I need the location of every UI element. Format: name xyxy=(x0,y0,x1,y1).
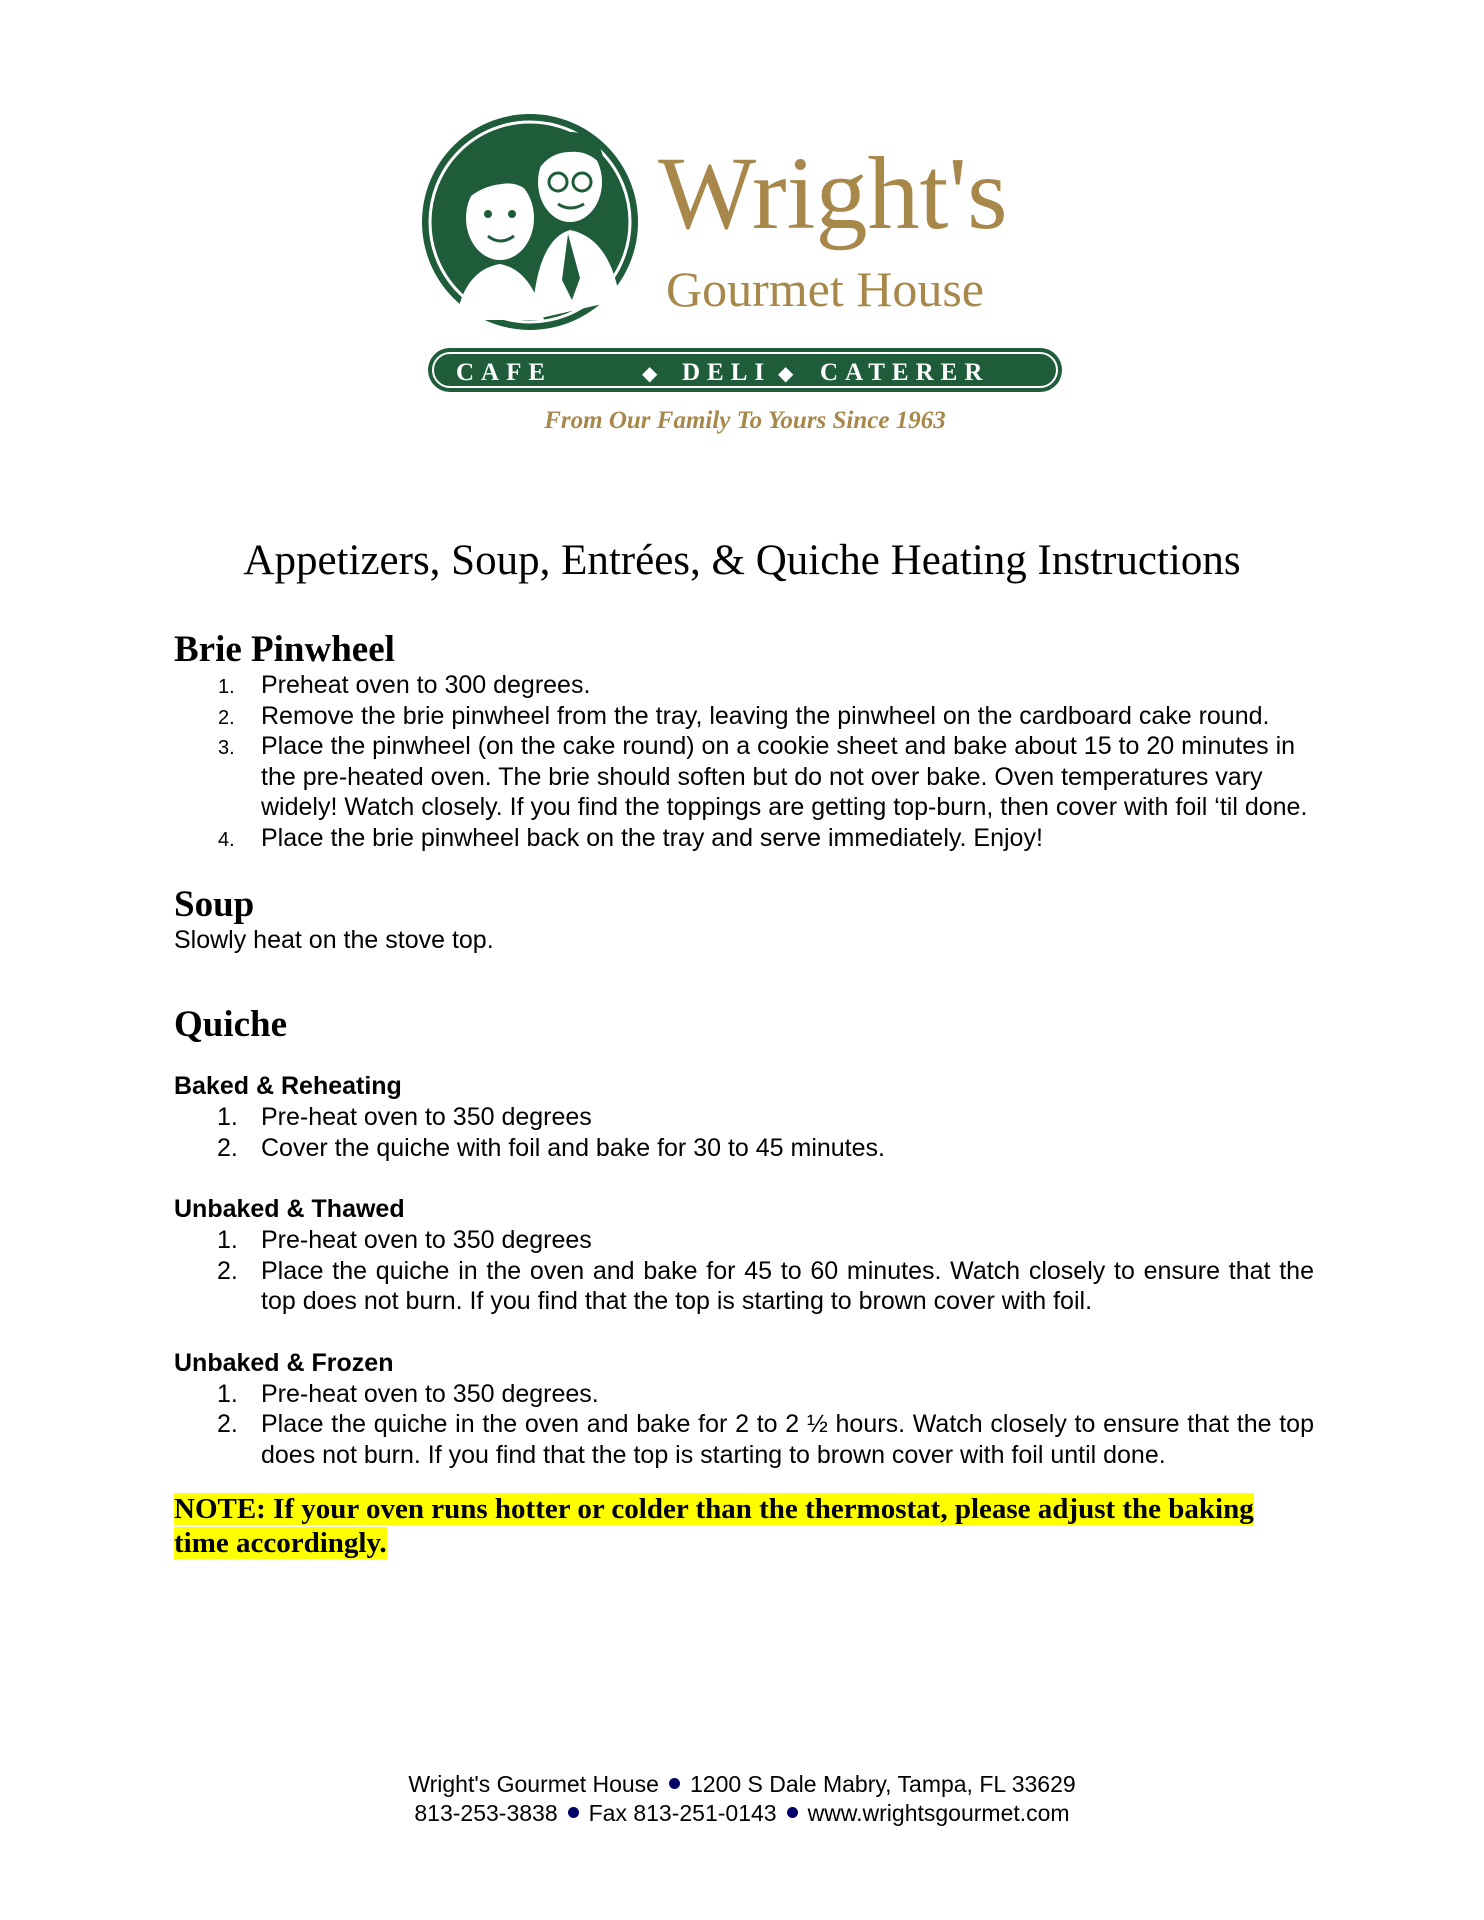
footer-address: 1200 S Dale Mabry, Tampa, FL 33629 xyxy=(689,1771,1076,1797)
step-number: 1. xyxy=(217,1226,238,1254)
soup-heading: Soup xyxy=(174,884,255,925)
list-item xyxy=(174,701,1314,732)
soup-section xyxy=(174,885,1314,955)
step-number: 4. xyxy=(218,828,235,851)
step-text: Place the quiche in the oven and bake for 45 to 60 minutes. Watch closely to ensure that the top does not burn. If you find that the top is starting to brown cover with foil. xyxy=(261,1256,1314,1315)
step-number: 3. xyxy=(218,737,235,759)
list-item xyxy=(174,1379,1314,1410)
list-item xyxy=(174,1409,1314,1470)
baking-note xyxy=(174,1492,1274,1560)
brie-heading: Brie Pinwheel xyxy=(174,629,395,670)
baked-steps xyxy=(174,1102,1314,1163)
step-number: 2. xyxy=(217,1256,238,1285)
list-item xyxy=(174,1225,1314,1256)
baked-heading: Baked & Reheating xyxy=(174,1072,402,1100)
thawed-steps xyxy=(174,1225,1314,1317)
step-text: Place the brie pinwheel back on the tray and serve immediately. Enjoy! xyxy=(261,823,1043,852)
logo-name-line2: Gourmet House xyxy=(666,261,984,317)
footer-phone: 813-253-3838 xyxy=(414,1800,558,1826)
list-item xyxy=(174,1133,1314,1164)
page-title: Appetizers, Soup, Entrées, & Quiche Heating Instructions xyxy=(243,537,1241,584)
quiche-section xyxy=(174,1005,1314,1470)
step-text: Preheat oven to 300 degrees. xyxy=(261,671,591,699)
footer-business: Wright's Gourmet House xyxy=(408,1771,659,1797)
logo-tagline: From Our Family To Yours Since 1963 xyxy=(544,407,946,434)
footer-fax: Fax 813-251-0143 xyxy=(588,1800,777,1826)
step-number: 1. xyxy=(217,1103,238,1131)
footer xyxy=(0,1770,1484,1828)
bullet-icon xyxy=(669,1778,680,1789)
bullet-icon xyxy=(568,1807,579,1818)
step-text: Pre-heat oven to 350 degrees xyxy=(261,1103,592,1131)
step-text: Cover the quiche with foil and bake for 30 to 45 minutes. xyxy=(261,1133,885,1162)
step-text: Pre-heat oven to 350 degrees. xyxy=(261,1379,599,1408)
instructions-content xyxy=(174,630,1314,1560)
step-text: Place the quiche in the oven and bake for 2 to 2 ½ hours. Watch closely to ensure that the top does not burn. If you find that the top is starting to brown cover with foil until done. xyxy=(261,1410,1314,1469)
brie-steps xyxy=(174,670,1314,853)
step-number: 2. xyxy=(217,1133,238,1162)
step-number: 2. xyxy=(217,1410,238,1438)
list-item xyxy=(174,670,1314,701)
bullet-icon xyxy=(787,1807,798,1818)
list-item xyxy=(174,823,1314,854)
quiche-thawed-group xyxy=(174,1194,1314,1317)
list-item xyxy=(174,1256,1314,1317)
list-item xyxy=(174,1102,1314,1133)
footer-website[interactable]: www.wrightsgourmet.com xyxy=(807,1800,1070,1826)
logo-name-line1: Wright's xyxy=(658,136,1008,251)
soup-text: Slowly heat on the stove top. xyxy=(174,926,494,954)
step-text: Pre-heat oven to 350 degrees xyxy=(261,1226,592,1254)
quiche-heading: Quiche xyxy=(174,1004,288,1045)
diamond-icon: ◆ xyxy=(778,361,794,385)
note-highlight: NOTE: If your oven runs hotter or colder than the thermostat, please adjust the baking time accordingly. xyxy=(174,1493,1254,1559)
quiche-frozen-group xyxy=(174,1348,1314,1471)
banner-cafe: CAFE xyxy=(456,359,553,386)
step-number: 2. xyxy=(218,706,235,729)
frozen-heading: Unbaked & Frozen xyxy=(174,1348,394,1377)
brie-section xyxy=(174,630,1314,853)
step-number: 1. xyxy=(217,1379,238,1408)
diamond-icon: ◆ xyxy=(642,361,658,385)
company-logo xyxy=(420,110,1070,440)
step-number: 1. xyxy=(218,676,235,698)
banner-deli: DELI xyxy=(682,359,772,386)
quiche-baked-group xyxy=(174,1071,1314,1163)
footer-line2 xyxy=(0,1799,1484,1828)
footer-line1 xyxy=(0,1770,1484,1799)
banner-caterer: CATERER xyxy=(820,359,990,386)
thawed-heading: Unbaked & Thawed xyxy=(174,1195,405,1223)
list-item xyxy=(174,731,1314,823)
step-text: Place the pinwheel (on the cake round) on a cookie sheet and bake about 15 to 20 minutes in the pre-heated oven. The brie should soften but do not over bake. Oven temperatures vary widely! Watch closely. If you find the toppings are getting top-burn, then cover with foil ‘til done. xyxy=(261,732,1308,821)
frozen-steps xyxy=(174,1379,1314,1471)
step-text: Remove the brie pinwheel from the tray, leaving the pinwheel on the cardboard cake round. xyxy=(261,701,1270,730)
